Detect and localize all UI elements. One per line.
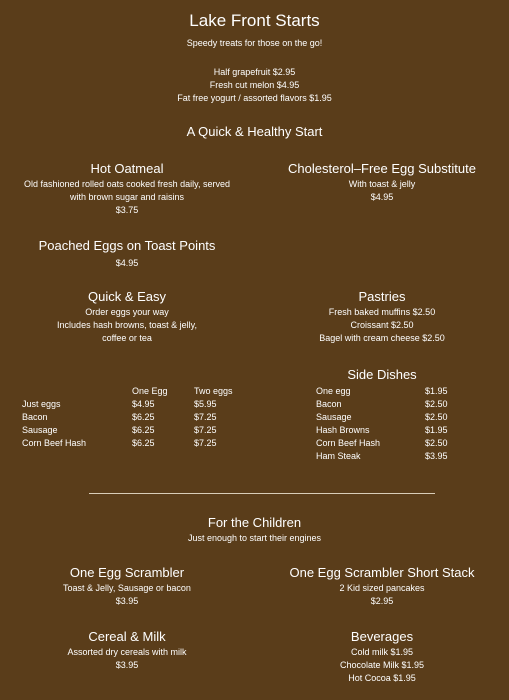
table-cell: Hash Browns (316, 425, 370, 435)
table-cell: $1.95 (425, 386, 448, 396)
table-row (22, 424, 254, 437)
table-row (22, 398, 254, 411)
table-cell: $6.25 (132, 438, 155, 448)
table-row (316, 450, 465, 463)
table-cell: $1.95 (425, 425, 448, 435)
item-price: $4.95 (370, 192, 394, 202)
table-row (22, 437, 254, 450)
item-description: 2 Kid sized pancakes (339, 583, 425, 593)
item-description: Order eggs your way (85, 307, 169, 317)
item-description: Chocolate Milk $1.95 (339, 660, 425, 670)
children-section-header (0, 515, 509, 545)
table-row (316, 424, 465, 437)
item-title: One Egg Scrambler (69, 565, 185, 580)
table-cell: $2.50 (425, 399, 448, 409)
item-description: Assorted dry cereals with milk (67, 647, 187, 657)
table-header: Two eggs (194, 386, 233, 396)
item-title: One Egg Scrambler Short Stack (289, 565, 475, 580)
item-title: Beverages (350, 629, 414, 644)
table-cell: $6.25 (132, 425, 155, 435)
intro-items (0, 66, 509, 105)
table-cell: Just eggs (22, 399, 61, 409)
table-cell: $5.95 (194, 399, 217, 409)
table-cell: $7.25 (194, 425, 217, 435)
intro-item: Half grapefruit $2.95 (213, 67, 296, 77)
table-row (316, 437, 465, 450)
eggs-price-table (22, 385, 254, 450)
table-cell: $7.25 (194, 438, 217, 448)
table-cell: $6.25 (132, 412, 155, 422)
item-title: Quick & Easy (87, 289, 167, 304)
menu-item-one-egg-scrambler (0, 565, 254, 608)
item-price: $3.95 (115, 660, 139, 670)
table-cell: $4.95 (132, 399, 155, 409)
table-cell: $3.95 (425, 451, 448, 461)
item-title: Cereal & Milk (88, 629, 166, 644)
menu-item-pastries (255, 289, 509, 345)
menu-item-egg-substitute (255, 161, 509, 204)
item-title: Pastries (358, 289, 406, 304)
table-row (316, 411, 465, 424)
item-description: With toast & jelly (348, 179, 416, 189)
item-title: Hot Oatmeal (90, 161, 164, 176)
table-cell: One egg (316, 386, 351, 396)
menu-item-cereal-milk (0, 629, 254, 672)
table-cell: Ham Steak (316, 451, 361, 461)
item-description: Toast & Jelly, Sausage or bacon (63, 583, 191, 593)
table-row (316, 385, 465, 398)
item-description: coffee or tea (102, 333, 152, 343)
table-cell: $2.50 (425, 412, 448, 422)
item-price: $3.95 (115, 596, 139, 606)
item-description: Old fashioned rolled oats cooked fresh daily, served (24, 179, 230, 189)
table-row (22, 411, 254, 424)
intro-item: Fresh cut melon $4.95 (209, 80, 300, 90)
item-title: Poached Eggs on Toast Points (38, 238, 216, 253)
item-description: Croissant $2.50 (350, 320, 414, 330)
section-divider (89, 493, 435, 494)
table-row (316, 398, 465, 411)
menu-item-quick-easy (0, 289, 254, 345)
table-cell: $2.50 (425, 438, 448, 448)
table-cell: Corn Beef Hash (316, 438, 381, 448)
menu-item-short-stack (255, 565, 509, 608)
item-description: Bagel with cream cheese $2.50 (319, 333, 445, 343)
table-cell: Corn Beef Hash (22, 438, 87, 448)
page-title: Lake Front Starts (189, 11, 320, 30)
table-cell: $7.25 (194, 412, 217, 422)
table-cell: Bacon (316, 399, 342, 409)
table-cell: Sausage (316, 412, 352, 422)
item-price: $2.95 (370, 596, 394, 606)
item-title: Cholesterol–Free Egg Substitute (288, 161, 476, 176)
item-description: Hot Cocoa $1.95 (348, 673, 416, 683)
item-description: Cold milk $1.95 (350, 647, 414, 657)
table-header-row (22, 385, 254, 398)
item-description: Fresh baked muffins $2.50 (328, 307, 436, 317)
table-cell: Bacon (22, 412, 48, 422)
section-title-children: For the Children (207, 515, 302, 530)
item-description: with brown sugar and raisins (69, 192, 185, 202)
section-subtitle-children: Just enough to start their engines (187, 533, 322, 543)
item-price: $4.95 (115, 258, 139, 268)
menu-item-poached-eggs (0, 238, 254, 270)
page-subtitle: Speedy treats for those on the go! (186, 38, 323, 48)
intro-item: Fat free yogurt / assorted flavors $1.95 (177, 93, 332, 103)
item-price: $3.75 (115, 205, 139, 215)
menu-item-hot-oatmeal (0, 161, 254, 217)
table-header (22, 385, 132, 398)
item-description: Includes hash browns, toast & jelly, (57, 320, 197, 330)
menu-item-beverages (255, 629, 509, 685)
table-header: One Egg (132, 386, 168, 396)
table-cell: Sausage (22, 425, 58, 435)
menu-header (0, 10, 509, 50)
section-title-quick-healthy: A Quick & Healthy Start (186, 124, 323, 139)
side-dishes-table (316, 385, 465, 463)
section-title-side-dishes: Side Dishes (347, 367, 417, 382)
